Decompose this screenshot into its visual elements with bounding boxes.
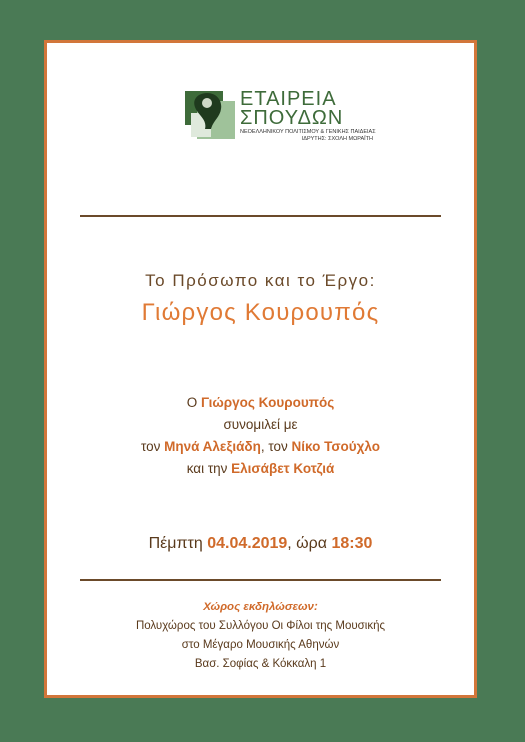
logo-name-line2: ΣΠΟΥΔΩΝ [240,107,344,129]
intro-line3 [47,436,474,458]
intro-line2: συνομιλεί με [223,417,298,432]
event-time: 18:30 [331,535,373,552]
venue-line2: στο Μέγαρο Μουσικής Αθηνών [181,639,340,651]
event-time-label: , ώρα [287,535,332,552]
invitation-card [44,40,477,698]
intro-line1 [47,392,474,414]
event-day: Πέμπτη [148,535,208,552]
intro-prefix: τον [140,439,165,454]
divider-top [80,215,441,217]
title-line2: Γιώργος Κουρουπός [141,299,380,326]
logo-subtitle-line2: ΙΔΡΥΤΗΣ: ΣΧΟΛΗ ΜΩΡΑΪΤΗ [301,136,373,142]
guest-name: Μηνά Αλεξιάδη [164,439,261,454]
venue-line1: Πολυχώρος του Συλλόγου Οι Φίλοι της Μουσικής [135,620,386,632]
event-datetime [47,535,474,553]
logo-name-line1: ΕΤΑΙΡΕΙΑ [240,88,337,110]
logo-subtitle-line1: ΝΕΟΕΛΛΗΝΙΚΟΥ ΠΟΛΙΤΙΣΜΟΥ & ΓΕΝΙΚΗΣ ΠΑΙΔΕΙΑΣ [240,129,376,135]
venue-address: Βασ. Σοφίας & Κόκκαλη 1 [194,658,327,670]
title-line1: Το Πρόσωπο και το Έργο: [145,271,376,290]
intro-separator: , τον [260,439,292,454]
intro-text [47,392,474,480]
logo-subtitle [240,129,376,143]
venue-info [47,598,474,674]
speaker-name: Γιώργος Κουρουπός [200,395,335,410]
intro-prefix: και την [186,461,232,476]
intro-prefix: Ο [186,395,201,410]
venue-heading: Χώρος εκδηλώσεων: [203,601,318,613]
guest-name: Νίκο Τσούχλο [291,439,381,454]
guest-name: Ελισάβετ Κοτζιά [231,461,335,476]
intro-line4 [47,458,474,480]
logo-name [240,90,343,128]
organization-logo [183,85,383,147]
event-date: 04.04.2019 [207,535,288,552]
divider-bottom [80,579,441,581]
logo-emblem [183,85,241,143]
